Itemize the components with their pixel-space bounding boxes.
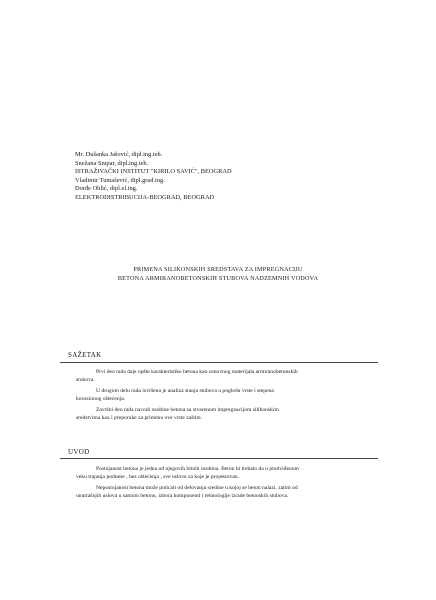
uvod-paragraph-2: Nepostojanost betona može poticati od delovanja sredine u kojoj se beton nalazi, zatim od unutrašnjih uslova u samom betonu, izbora komponenti i tehnologije izrade betonskih stubova.: [76, 485, 298, 499]
affiliation-line: ISTRAŽIVAČKI INSTITUT "KIRILO SAVIĆ", BEOGRAD: [75, 168, 232, 176]
uvod-paragraph-1: Postojanost betona je jedna od njegovih bitnih osobina. Beton bi trebalo da u predviđenom veku trajanja podnese , bez oštećenja , sve uslove za koje je projektovan.: [76, 466, 299, 480]
author-line: Mr. Dušanka Jašović, dipl.ing.teh.: [75, 151, 163, 158]
title-line-2: BETONA ARMIRANOBETONSKIH STUBOVA NADZEMNIH VODOVA: [117, 274, 319, 282]
sazetak-heading: SAŽETAK: [68, 351, 102, 359]
section-divider: [60, 362, 378, 363]
sazetak-paragraph-1: Prvi deo rada daje opšte karakteristike betona kao osnovnog materijala armiranobetonskih stubova.: [76, 369, 298, 383]
sazetak-paragraph-3: Završni deo rada navodi osobine betona sa stvarenom impregnacijom silikonskim sredstvima kao i preporuke za primenu ove vrste zaštite.: [76, 407, 279, 421]
affiliation-line: ELEKTRODISTRIBUCIJA-BEOGRAD, BEOGRAD: [75, 193, 215, 201]
sazetak-paragraph-2: U drugom delu rada izvršena je analiza stanja stubova u pogledu vrste i stepena korozionog oštećenja.: [76, 388, 274, 402]
author-line: Vladimir Tumašević, dipl.grad.ing.: [75, 176, 165, 184]
author-line: Snežana Stupar, dipl.ing.teh.: [75, 159, 149, 167]
uvod-heading: UVOD: [68, 448, 90, 456]
title-line-1: PRIMENA SILIKONSKIH SREDSTAVA ZA IMPREGNACIJU: [133, 266, 303, 273]
author-block: [75, 151, 232, 203]
paper-title: [0, 266, 436, 284]
author-line: Đorđe Ohlić, dipl.el.ing.: [75, 185, 138, 193]
section-divider: [60, 458, 378, 459]
